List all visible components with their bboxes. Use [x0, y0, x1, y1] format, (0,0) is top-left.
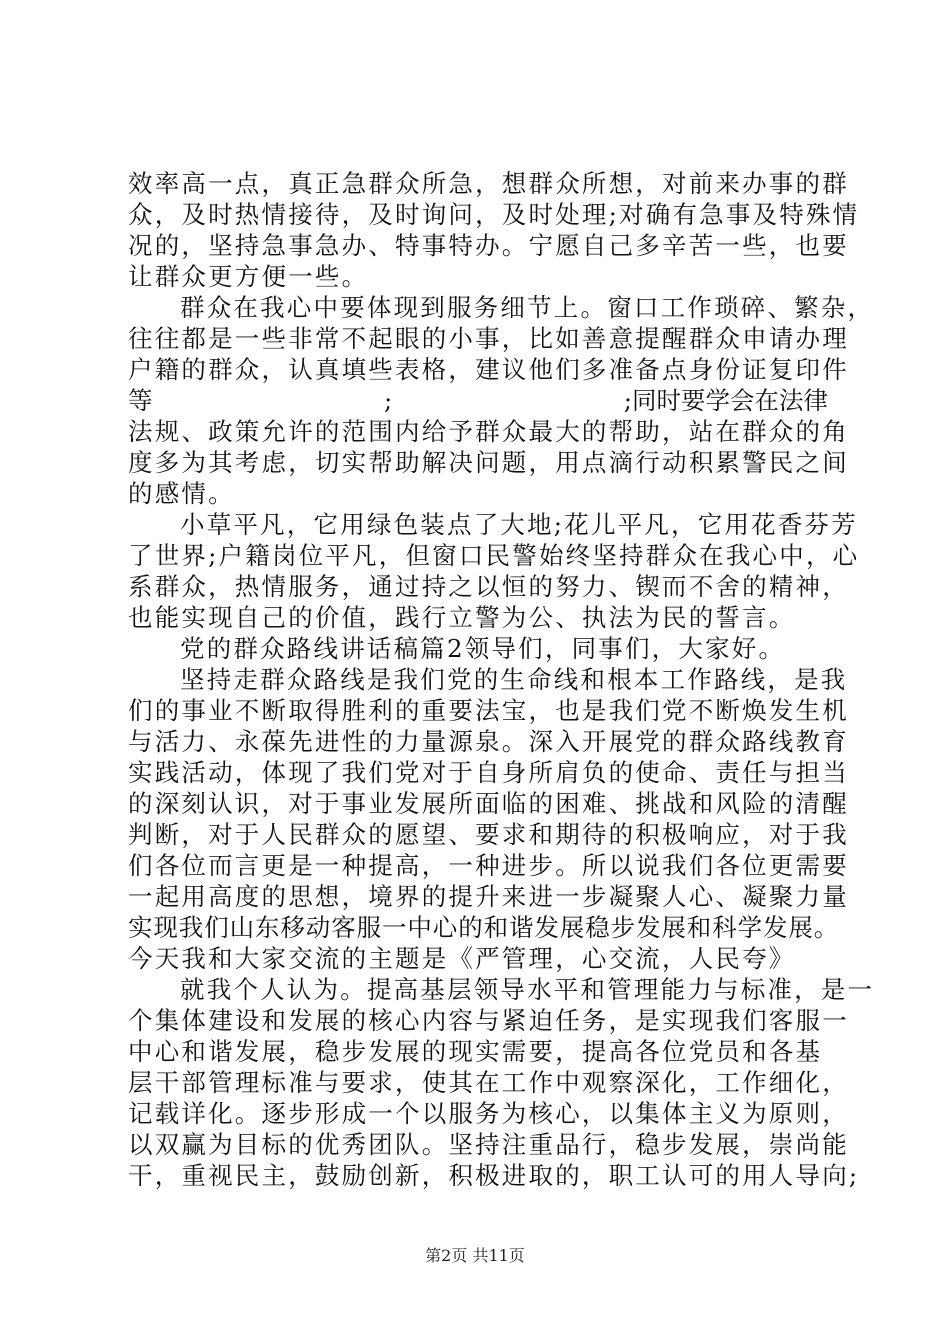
page-footer: 第2页 共11页	[425, 1246, 525, 1265]
text-line: 户籍的群众，认真填些表格，建议他们多准备点身份证复印件	[128, 355, 849, 384]
section-heading-line: 党的群众路线讲话稿篇2领导们，同事们，大家好。	[180, 634, 786, 663]
text-line: 系群众，热情服务，通过持之以恒的努力、锲而不舍的精神，	[128, 572, 849, 601]
split-text-line	[128, 385, 828, 416]
split-line-right: ;同时要学会在法律	[623, 386, 828, 415]
text-line: 一起用高度的思想，境界的提升来进一步凝聚人心、凝聚力量	[128, 882, 849, 911]
paragraph-start-line: 坚持走群众路线是我们党的生命线和根本工作路线，是我	[180, 665, 848, 694]
text-line: 个集体建设和发展的核心内容与紧迫任务，是实现我们客服一	[128, 1006, 849, 1035]
text-line: 往往都是一些非常不起眼的小事，比如善意提醒群众申请办理	[128, 324, 849, 353]
paragraph-start-line: 就我个人认为。提高基层领导水平和管理能力与标准，是一	[180, 975, 875, 1004]
paragraph-start-line: 小草平凡，它用绿色装点了大地;花儿平凡，它用花香芬芳	[180, 510, 858, 539]
text-line: 了世界;户籍岗位平凡，但窗口民警始终坚持群众在我心中，心	[128, 541, 860, 570]
text-line: 与活力、永葆先进性的力量源泉。深入开展党的群众路线教育	[128, 727, 849, 756]
text-line: 法规、政策允许的范围内给予群众最大的帮助，站在群众的角	[128, 417, 849, 446]
text-line: 况的，坚持急事急办、特事特办。宁愿自己多辛苦一些，也要	[128, 231, 849, 260]
document-body	[128, 168, 875, 1191]
text-line: 效率高一点，真正急群众所急，想群众所想，对前来办事的群	[128, 169, 849, 198]
text-line: 今天我和大家交流的主题是《严管理，心交流，人民夸》	[128, 944, 796, 973]
text-line: 众，及时热情接待，及时询问，及时处理;对确有急事及特殊情	[128, 200, 860, 229]
text-line: 们的事业不断取得胜利的重要法宝，也是我们党不断焕发生机	[128, 696, 849, 725]
text-line: 让群众更方便一些。	[128, 262, 369, 291]
text-line: 层干部管理标准与要求，使其在工作中观察深化，工作细化，	[128, 1068, 849, 1097]
text-line: 实现我们山东移动客服一中心的和谐发展稳步发展和科学发展。	[128, 913, 840, 942]
text-line: 实践活动，体现了我们党对于自身所肩负的使命、责任与担当	[128, 758, 849, 787]
text-line: 度多为其考虑，切实帮助解决问题，用点滴行动积累警民之间	[128, 448, 849, 477]
text-line: 中心和谐发展，稳步发展的现实需要，提高各位党员和各基	[128, 1037, 823, 1066]
text-line: 干，重视民主，鼓励创新，积极进取的，职工认可的用人导向;	[128, 1161, 860, 1190]
text-line: 们各位而言更是一种提高，一种进步。所以说我们各位更需要	[128, 851, 849, 880]
text-line: 判断，对于人民群众的愿望、要求和期待的积极响应，对于我	[128, 820, 849, 849]
text-line: 的感情。	[128, 479, 235, 508]
paragraph-start-line: 群众在我心中要体现到服务细节上。窗口工作琐碎、繁杂，	[180, 293, 875, 322]
text-line: 的深刻认识，对于事业发展所面临的困难、挑战和风险的清醒	[128, 789, 849, 818]
text-line: 也能实现自己的价值，践行立警为公、执法为民的誓言。	[128, 603, 796, 632]
text-line: 记载详化。逐步形成一个以服务为核心，以集体主义为原则，	[128, 1099, 849, 1128]
text-line: 以双赢为目标的优秀团队。坚持注重品行，稳步发展，崇尚能	[128, 1130, 849, 1159]
split-line-middle: ;	[383, 386, 393, 415]
split-line-left: 等	[128, 386, 153, 415]
